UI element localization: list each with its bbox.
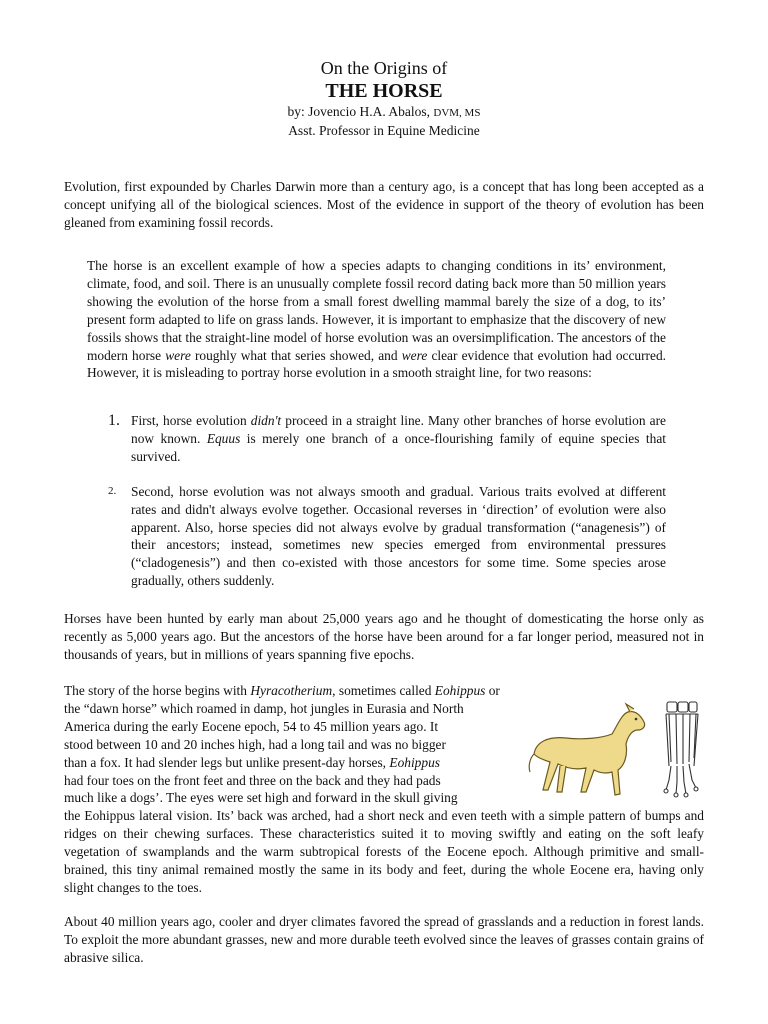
story-rest: the Eohippus lateral vision. Its’ back was arched, had a short neck and even teeth with a simple pattern of bumps and ridges on their chewing surfaces. These characteristics suited it to moving swiftly and eating on the soft leafy vegetation of swamplands and the warm subtropical forests of the Eocene epoch. Although primitive and small-brained, this tiny animal remained mostly the same in its body and feet, during the whole Eocene era, having only slight changes to the toes.: [64, 808, 704, 895]
climate-text: About 40 million years ago, cooler and dryer climates favored the spread of grasslands and a reduction in forest lands. To exploit the more abundant grasses, new and more durable teeth evolved since the leaves of grasses contain grains of abrasive silica.: [64, 914, 704, 965]
hunting-paragraph: [64, 610, 704, 664]
quote-part3: clear evidence that evolution had occurred. However, it is misleading to portray horse evolution in a smooth straight line, for two reasons:: [87, 347, 666, 381]
eohippus-illustration: [526, 700, 706, 800]
quote-part1: The horse is an excellent example of how a species adapts to changing conditions in its’ environment, climate, food, and soil. There is an unusually complete fossil record dating back more than 50 million years showing the evolution of the horse from a small forest dwelling mammal barely the size of a dog, to its’ present form adapted to life on grass lands. However, it is important to emphasize that the discovery of new fossils shows that the straight-line model of horse evolution was an oversimplification. The ancestors of the modern horse: [87, 258, 666, 363]
author-position: Asst. Professor in Equine Medicine: [288, 123, 480, 138]
story-line: the “dawn horse” which roamed in damp, hot jungles in Eurasia and North: [64, 700, 464, 716]
reason-1-emphasis: didn't: [250, 413, 282, 428]
story-line: America during the early Eocene epoch, 54 to 45 million years ago. It: [64, 718, 439, 734]
story-line: [64, 754, 524, 772]
author-line: [0, 103, 768, 122]
story-eohippus: Eohippus: [434, 683, 486, 698]
story-line: had four toes on the front feet and three on the back and they had pads: [64, 772, 441, 788]
story-eohippus: Eohippus: [389, 754, 440, 770]
reason-1-post: is merely one branch of a once-flourishing family of equine species that survived.: [131, 430, 666, 464]
intro-text: Evolution, first expounded by Charles Darwin more than a century ago, is a concept that has long been accepted as a concept unifying all of the biological sciences. Most of the evidence in support of the theory of evolution has been gleaned from examining fossil records.: [64, 179, 704, 230]
list-item: [108, 483, 666, 590]
quote-paragraph: [87, 257, 666, 382]
story-line: [64, 682, 524, 700]
list-number: 2.: [108, 484, 117, 497]
story-line: stood between 10 and 20 inches high, had a long tail and was no bigger: [64, 736, 446, 752]
document-header: [0, 57, 768, 140]
eohippus-horse-and-leg-bones-icon: [526, 700, 706, 800]
intro-paragraph: [64, 178, 704, 232]
story-text: , sometimes called: [332, 683, 435, 698]
reason-2-text: Second, horse evolution was not always smooth and gradual. Various traits evolved at different rates and didn't always evolve together. Occasional reverses in ‘direction’ of evolution were also apparent. Also, horse species did not always evolve by gradual transformation (“anagenesis”) of their ancestors; instead, sometimes new species emerged from environmental pressures (“cladogenesis”) and then co-existed with those ancestors for some time. Some species arose gradually, others suddenly.: [131, 483, 666, 589]
author-credentials: DVM, MS: [433, 107, 481, 119]
pre-title: On the Origins of: [320, 58, 448, 78]
quote-emphasis-1: were: [165, 347, 191, 363]
hunting-text: Horses have been hunted by early man about 25,000 years ago and he thought of domesticating the horse only as recently as 5,000 years ago. But the ancestors of the horse have been around for a far longer period, measured not in thousands of years, but in millions of years spanning five epochs.: [64, 611, 704, 662]
quote-text: [87, 257, 666, 382]
reason-1-text: [131, 412, 666, 466]
story-text: The story of the horse begins with: [64, 683, 251, 698]
reason-1-pre: First, horse evolution: [131, 413, 251, 428]
list-number: 1.: [108, 412, 120, 429]
climate-paragraph: [64, 913, 704, 967]
reason-1-mid: proceed in a straight line. Many other branches of horse evolution are now known.: [131, 413, 666, 446]
story-text: or: [485, 683, 500, 698]
list-item: [108, 412, 666, 466]
reason-1-equus: Equus: [206, 430, 241, 446]
story-text: than a fox. It had slender legs but unlike present-day horses,: [64, 754, 390, 770]
reasons-list: [108, 412, 666, 590]
story-hyracotherium: Hyracotherium: [250, 683, 333, 698]
quote-part2: roughly what that series showed, and: [190, 347, 402, 363]
page-title: THE HORSE: [325, 80, 443, 102]
author-name: by: Jovencio H.A. Abalos,: [287, 104, 431, 119]
story-line: much like a dogs’. The eyes were set high and forward in the skull giving: [64, 790, 458, 806]
quote-emphasis-2: were: [401, 347, 428, 363]
